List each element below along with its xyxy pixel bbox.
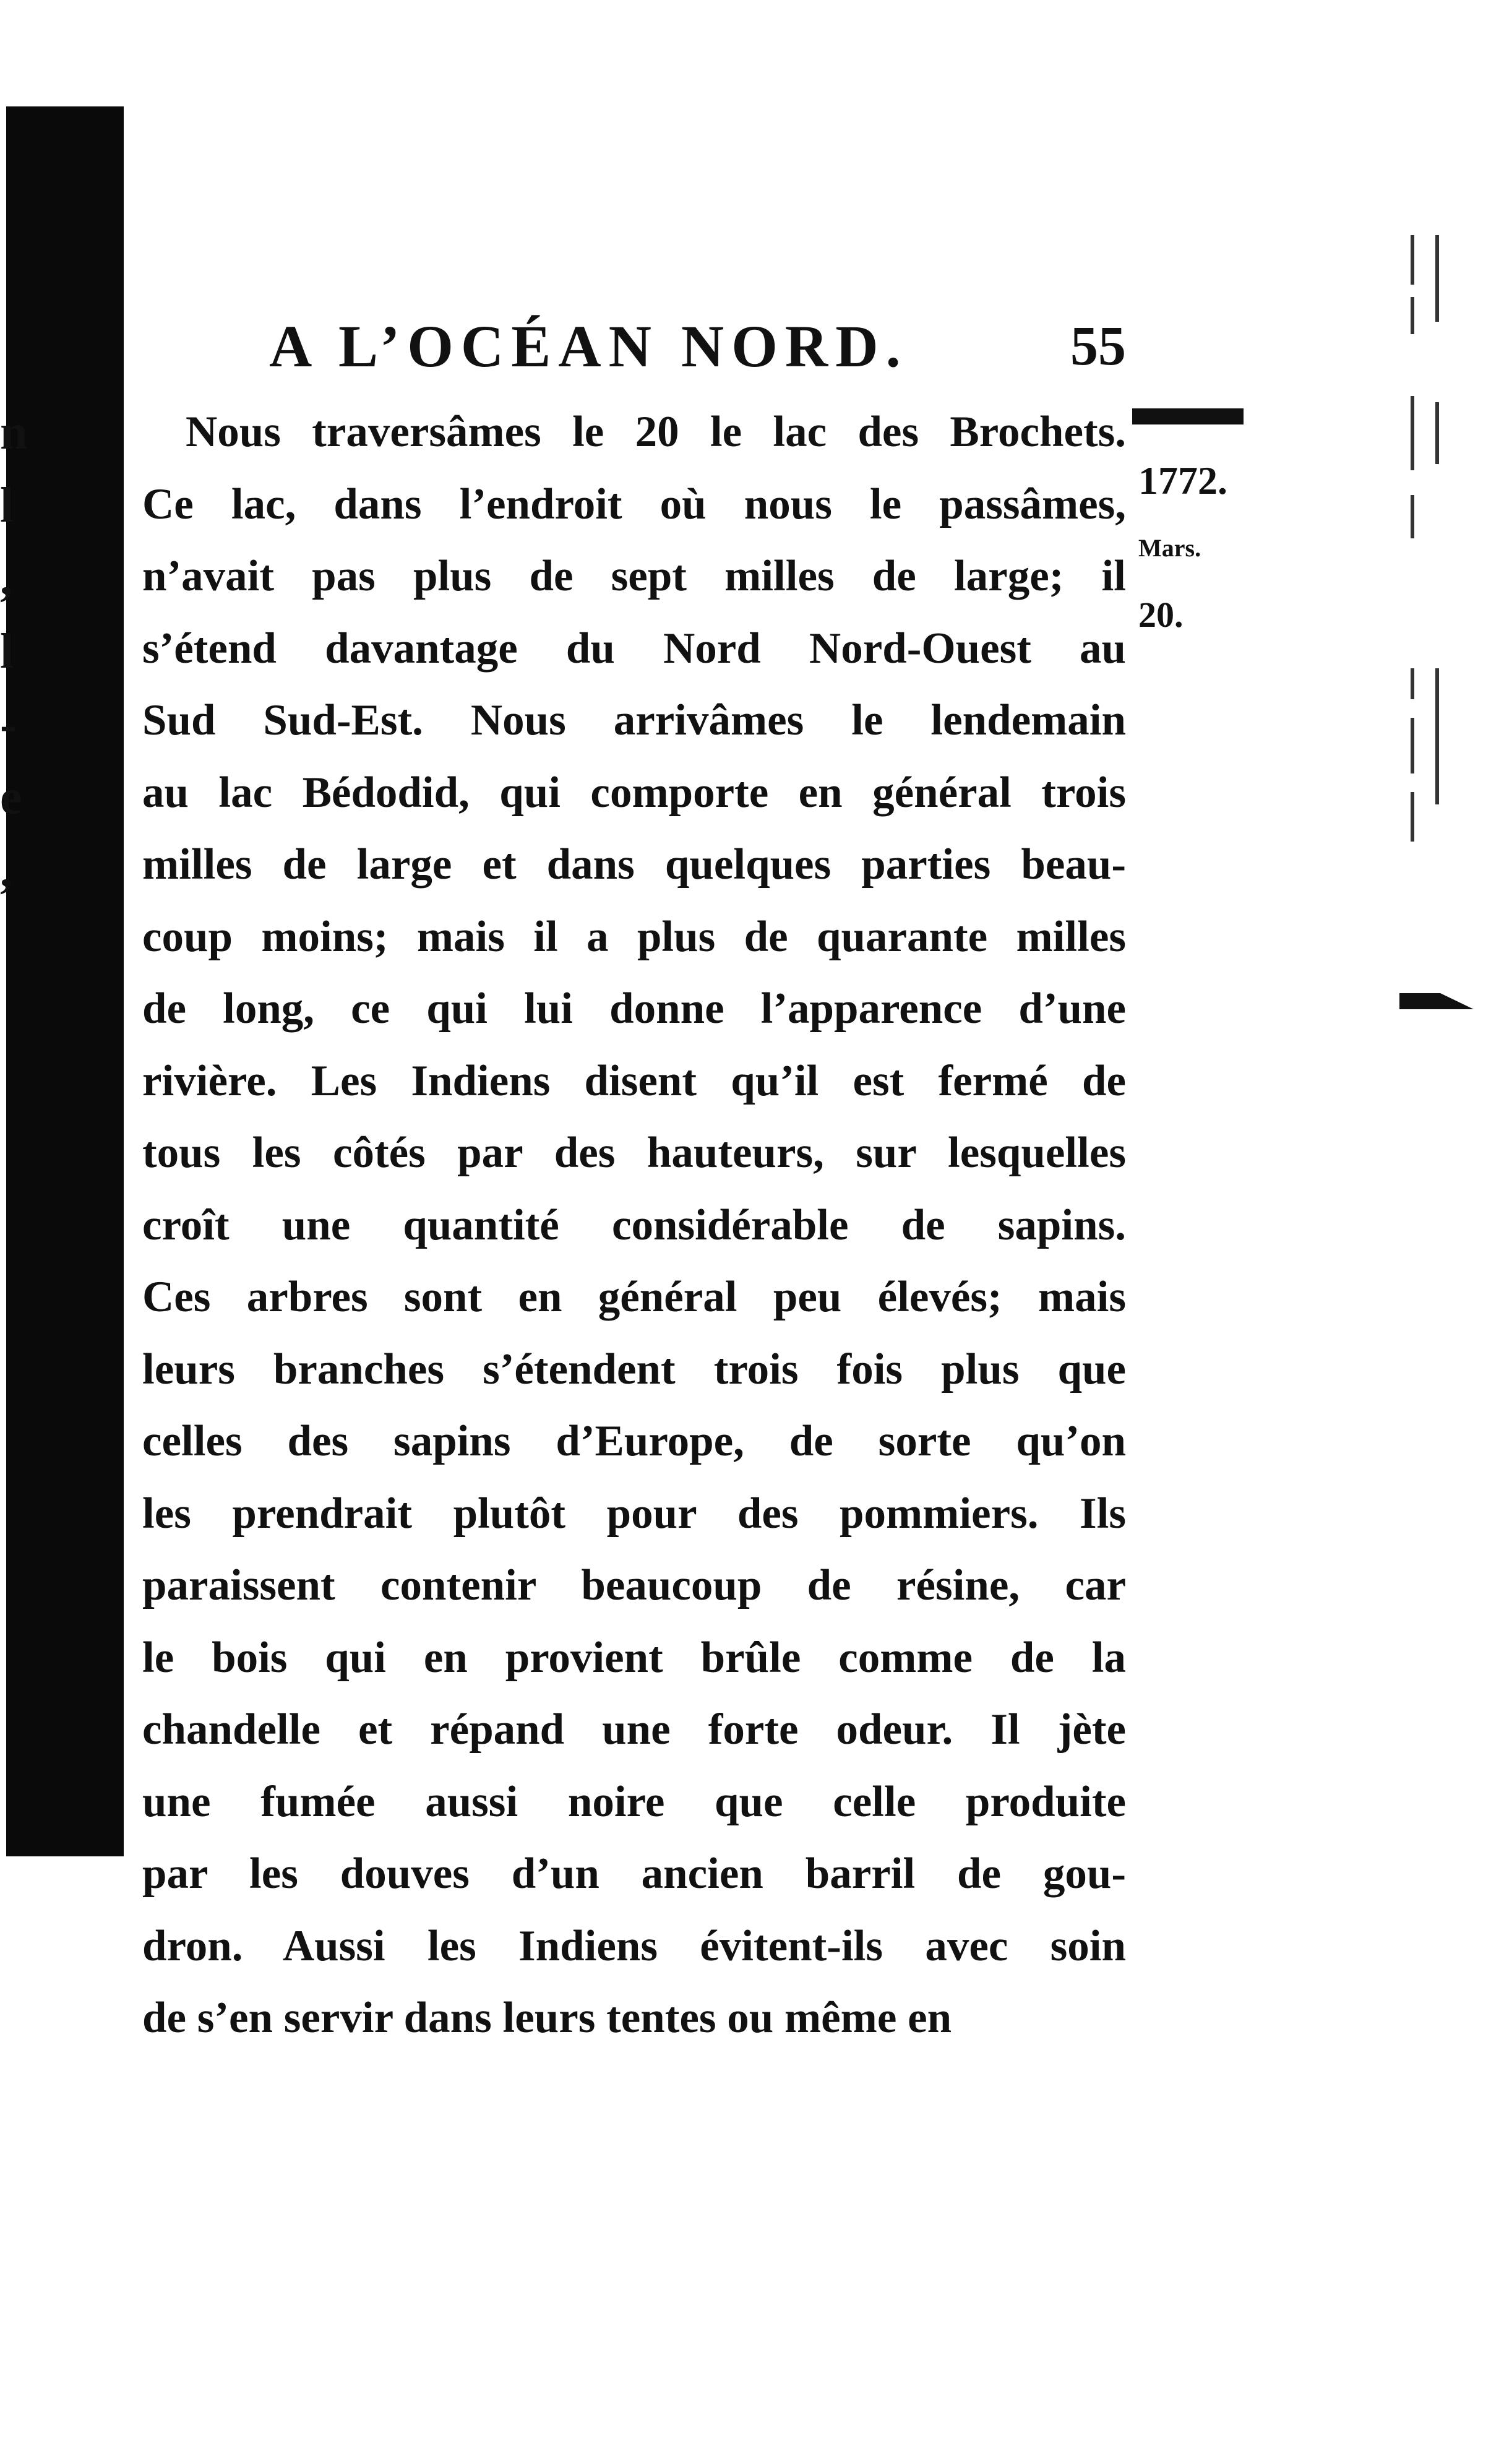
- facing-fragment: -: [0, 697, 17, 752]
- text-line: au lac Bédodid, qui comporte en général trois: [142, 768, 1126, 817]
- facing-fragment: e: [0, 770, 22, 825]
- text-line: Ces arbres sont en général peu élevés; mais: [142, 1273, 1126, 1321]
- margin-note-year: 1772.: [1138, 459, 1227, 502]
- text-line: Sud Sud-Est. Nous arrivâmes le lendemain: [142, 696, 1126, 744]
- text-line: Nous traversâmes le 20 le lac des Brochets.: [186, 408, 1126, 456]
- text-line: Ce lac, dans l’endroit où nous le passâmes,: [142, 480, 1126, 528]
- text-line: n’avait pas plus de sept milles de large; il: [142, 552, 1126, 600]
- margin-rule: [1132, 408, 1244, 424]
- text-line: croît une quantité considérable de sapins.: [142, 1200, 1126, 1249]
- text-line: dron. Aussi les Indiens évitent-ils avec soin: [142, 1921, 1126, 1970]
- facing-fragment: l: [0, 478, 14, 533]
- running-head: [269, 309, 1126, 384]
- text-line: chandelle et répand une forte odeur. Il jète: [142, 1705, 1126, 1754]
- text-line: les prendrait plutôt pour des pommiers. Ils: [142, 1489, 1126, 1538]
- text-line: une fumée aussi noire que celle produite: [142, 1777, 1126, 1826]
- scan-edge-marks: [1398, 235, 1460, 1040]
- facing-fragment: ,: [0, 843, 12, 898]
- facing-fragment: n: [0, 405, 28, 460]
- text-line: de long, ce qui lui donne l’apparence d’une: [142, 984, 1126, 1033]
- margin-note-month: Mars.: [1138, 534, 1201, 562]
- text-line: rivière. Les Indiens disent qu’il est fermé de: [142, 1056, 1126, 1105]
- text-line: s’étend davantage du Nord Nord-Ouest au: [142, 624, 1126, 673]
- text-line: leurs branches s’étendent trois fois plus que: [142, 1345, 1126, 1394]
- text-line: de s’en servir dans leurs tentes ou même en: [142, 1994, 952, 2042]
- text-line: celles des sapins d’Europe, de sorte qu’on: [142, 1417, 1126, 1465]
- page-number: 55: [1070, 316, 1126, 377]
- text-line: tous les côtés par des hauteurs, sur lesquelles: [142, 1129, 1126, 1177]
- facing-fragment: l: [0, 624, 14, 679]
- text-line: coup moins; mais il a plus de quarante milles: [142, 912, 1126, 961]
- facing-page-fragments: [0, 396, 49, 907]
- running-head-title: A L’OCÉAN NORD.: [269, 313, 908, 379]
- facing-fragment: ,: [0, 551, 12, 606]
- text-line: milles de large et dans quelques parties beau-: [142, 840, 1126, 889]
- text-line: le bois qui en provient brûle comme de la: [142, 1633, 1126, 1682]
- ink-blot: [1399, 993, 1474, 1009]
- margin-note-day: 20.: [1138, 595, 1184, 635]
- body-text: [142, 396, 1126, 2054]
- text-line: par les douves d’un ancien barril de gou-: [142, 1850, 1126, 1898]
- text-line: paraissent contenir beaucoup de résine, car: [142, 1561, 1126, 1609]
- binding-shadow: [6, 106, 124, 1856]
